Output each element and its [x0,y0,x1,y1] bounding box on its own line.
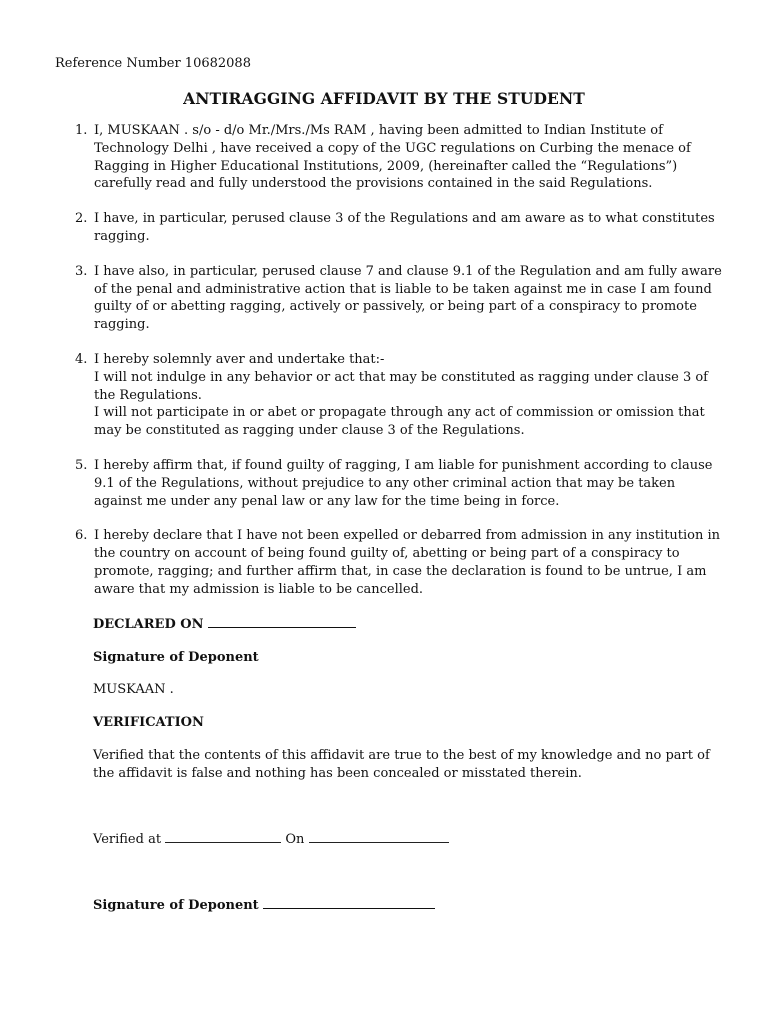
item-line: ragging. [94,317,150,333]
verification-text [93,747,710,783]
list-item [75,351,715,440]
item-line: aware that my admission is liable to be cancelled. [94,581,424,597]
list-item [75,210,715,246]
declared-on-blank[interactable] [208,616,356,628]
item-line: I, MUSKAAN . s/o - d/o Mr./Mrs./Ms RAM , having been admitted to Indian Institute of [94,123,663,138]
list-item [75,527,721,598]
final-signature-blank[interactable] [263,897,435,909]
item-number: 4. [75,351,88,367]
item-line: I hereby solemnly aver and undertake that:- [94,351,385,367]
on-label: On [285,832,305,847]
item-number: 5. [75,457,88,473]
item-number: 2. [75,211,88,227]
item-number: 3. [75,263,88,279]
item-line: against me under any penal law or any law for the time being in force. [94,493,560,509]
list-item [75,263,722,334]
item-line: may be constituted as ragging under clause 3 of the Regulations. [94,423,525,439]
item-number: 1. [75,123,88,138]
verification-line: Verified that the contents of this affidavit are true to the best of my knowledge and no part of [93,748,710,763]
declared-on-row [93,616,356,634]
reference-number: Reference Number 10682088 [55,56,251,71]
item-line: Technology Delhi , have received a copy of the UGC regulations on Curbing the menace of [94,140,691,156]
item-line: 9.1 of the Regulations, without prejudice to any other criminal action that may be taken [94,475,676,491]
item-line: I will not participate in or abet or propagate through any act of commission or omission that [94,405,705,421]
item-line: I have, in particular, perused clause 3 of the Regulations and am aware as to what constitutes [94,211,715,227]
item-line: guilty of or abetting ragging, actively or passively, or being part of a conspiracy to promote [94,299,697,315]
item-line: carefully read and fully understood the provisions contained in the said Regulations. [94,176,653,192]
item-line: the country on account of being found guilty of, abetting or being part of a conspiracy to [94,546,680,562]
item-line: ragging. [94,228,150,244]
on-date-blank[interactable] [309,831,449,843]
verified-at-label: Verified at [93,832,162,847]
signature-label: Signature of Deponent [93,650,259,665]
item-number: 6. [75,528,88,544]
document-title: ANTIRAGGING AFFIDAVIT BY THE STUDENT [183,89,585,108]
item-line: Ragging in Higher Educational Institutions, 2009, (hereinafter called the “Regulations”) [94,158,678,174]
item-line: the Regulations. [94,387,202,403]
final-signature-label: Signature of Deponent [93,898,259,913]
verified-at-blank[interactable] [165,831,281,843]
item-line: of the penal and administrative action that is liable to be taken against me in case I am found [94,281,712,297]
verified-at-row [93,831,449,849]
item-line: I hereby declare that I have not been expelled or debarred from admission in any institution in [94,528,721,544]
item-line: I have also, in particular, perused clause 7 and clause 9.1 of the Regulation and am fully aware [94,263,722,279]
list-item [75,457,715,510]
declared-on-label: DECLARED ON [93,617,204,632]
verification-heading: VERIFICATION [93,715,204,730]
final-signature-row [93,897,435,915]
item-line: I hereby affirm that, if found guilty of ragging, I am liable for punishment according to clause [94,457,713,473]
verification-line: the affidavit is false and nothing has been concealed or misstated therein. [93,766,582,781]
deponent-name: MUSKAAN . [93,682,174,697]
list-item [75,122,715,193]
item-line: I will not indulge in any behavior or act that may be constituted as ragging under clause 3 of [94,369,708,385]
item-line: promote, ragging; and further affirm that, in case the declaration is found to be untrue, I am [94,563,707,579]
declaration-list [75,122,722,616]
